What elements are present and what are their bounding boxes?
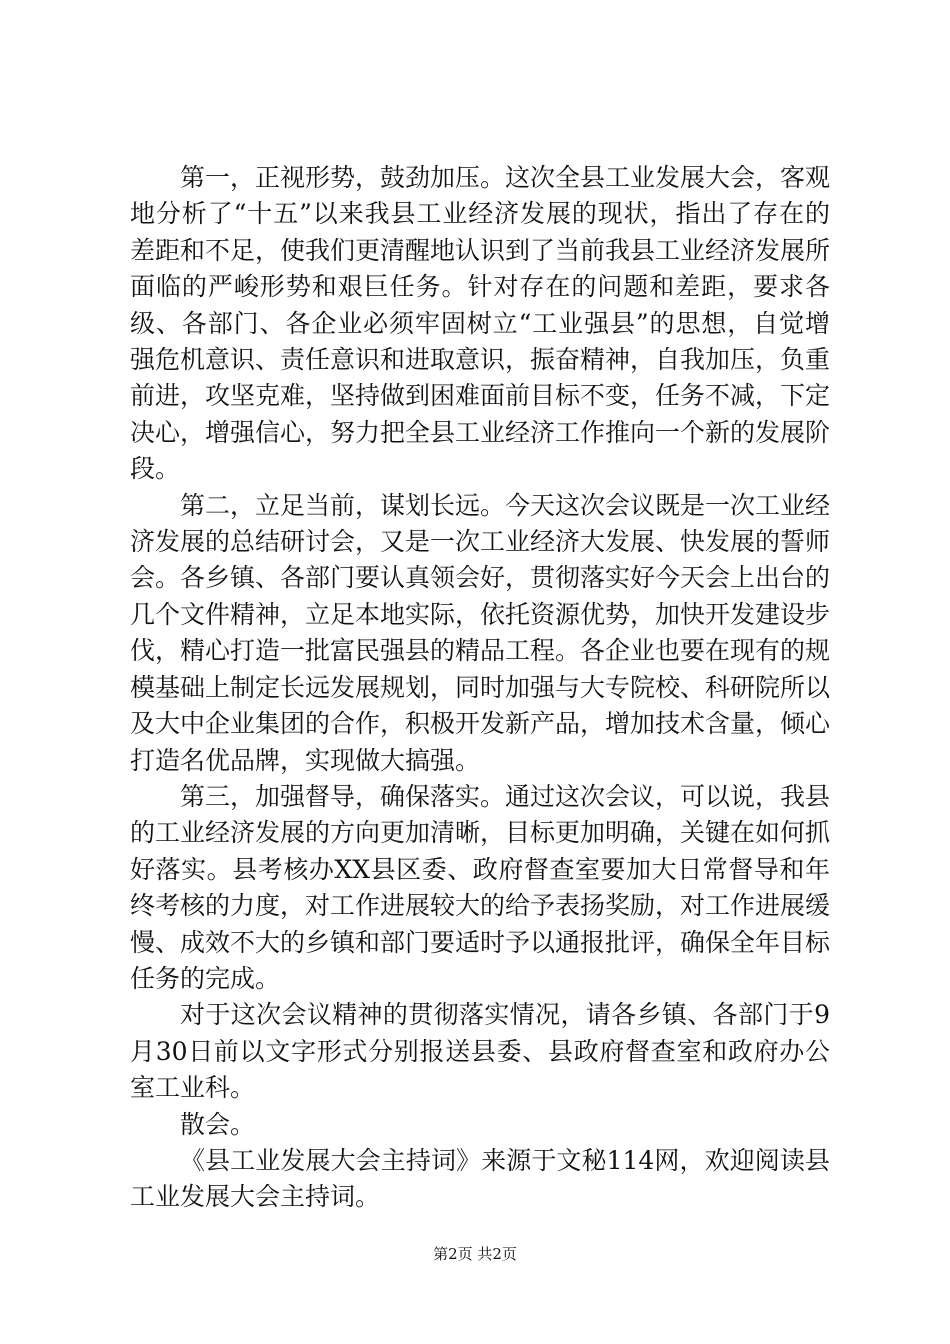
paragraph-third-point: 第三，加强督导，确保落实。通过这次会议，可以说，我县的工业经济发展的方向更加清晰，目标更加明确，关键在如何抓好落实。县考核办XX县区委、政府督查室要加大日常督导和年终考核的力度，对工作进展较大的给予表扬奖励，对工作进展缓慢、成效不大的乡镇和部门要适时予以通报批评，确保全年目标任务的完成。 (130, 781, 831, 993)
paragraph-report-instructions: 对于这次会议精神的贯彻落实情况，请各乡镇、各部门于9月30日前以文字形式分别报送县委、县政府督查室和政府办公室工业科。 (130, 1000, 830, 1103)
paragraph-second-point: 第二，立足当前，谋划长远。今天这次会议既是一次工业经济发展的总结研讨会，又是一次工业经济大发展、快发展的誓师会。各乡镇、各部门要认真领会好，贯彻落实好今天会上出台的几个文件精神，立足本地实际，依托资源优势，加快开发建设步伐，精心打造一批富民强县的精品工程。各企业也要在现有的规模基础上制定长远发展规划，同时加强与大专院校、科研院所以及大中企业集团的合作，积极开发新产品，增加技术含量，倾心打造名优品牌，实现做大搞强。 (130, 490, 831, 775)
paragraph-first-point: 第一，正视形势，鼓劲加压。这次全县工业发展大会，客观地分析了“十五”以来我县工业经济发展的现状，指出了存在的差距和不足，使我们更清醒地认识到了当前我县工业经济发展所面临的严峻形势和艰巨任务。针对存在的问题和差距，要求各级、各部门、各企业必须牢固树立“工业强县”的思想，自觉增强危机意识、责任意识和进取意识，振奋精神，自我加压，负重前进，攻坚克难，坚持做到困难面前目标不变，任务不减，下定决心，增强信心，努力把全县工业经济工作推向一个新的发展阶段。 (130, 163, 831, 484)
paragraph-source-note: 《县工业发展大会主持词》来源于文秘114网，欢迎阅读县工业发展大会主持词。 (130, 1145, 830, 1212)
document-body (130, 160, 830, 1216)
paragraph-adjourn: 散会。 (180, 1109, 256, 1139)
page-number-footer: 第2页 共2页 (433, 1245, 517, 1263)
